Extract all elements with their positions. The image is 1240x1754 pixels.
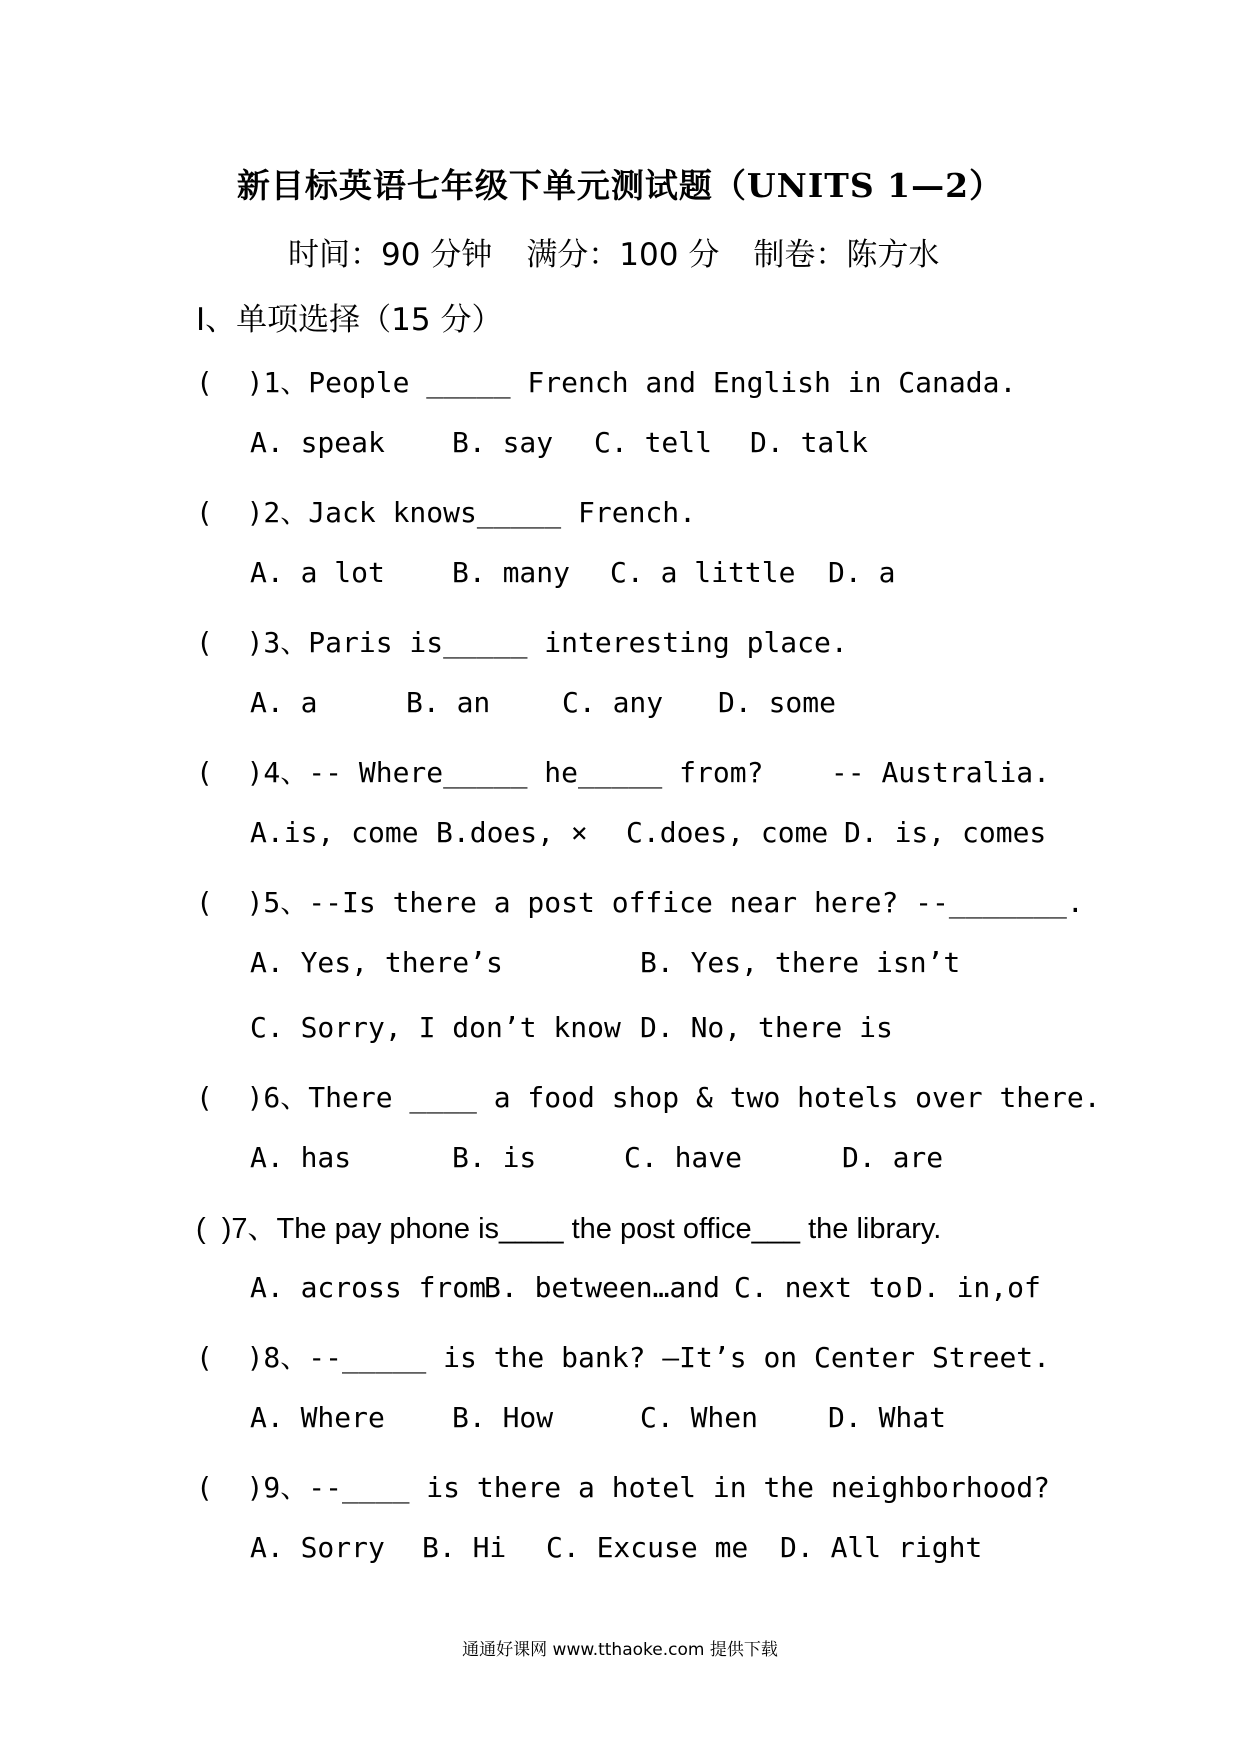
q1-option-b: B. say: [452, 426, 554, 459]
question-1: ( )1、People _____ French and English in Canada.: [196, 366, 1017, 399]
q3-option-c: C. any: [562, 686, 664, 719]
question-9: ( )9、--____ is there a hotel in the neighborhood?: [196, 1471, 1051, 1504]
q2-option-c: C. a little: [610, 556, 796, 589]
question-2: ( )2、Jack knows_____ French.: [196, 496, 697, 529]
q3-option-a: A. a: [250, 686, 318, 719]
q1-option-c: C. tell: [594, 426, 713, 459]
q3-option-b: B. an: [406, 686, 491, 719]
q7-option-d: D. in,of: [906, 1271, 1041, 1304]
exam-score: 满分：100 分: [526, 237, 720, 273]
q9-option-c: C. Excuse me: [546, 1531, 749, 1564]
q8-option-d: D. What: [828, 1401, 947, 1434]
q8-option-b: B. How: [452, 1401, 554, 1434]
question-3: ( )3、Paris is_____ interesting place.: [196, 626, 848, 659]
q6-option-d: D. are: [842, 1141, 944, 1174]
q9-option-a: A. Sorry: [250, 1531, 385, 1564]
question-7: ( )7、The pay phone is____ the post office___ the library.: [196, 1213, 942, 1245]
question-6: ( )6、There ____ a food shop & two hotels over there.: [196, 1081, 1101, 1114]
question-8: ( )8、--_____ is the bank? –It’s on Center Street.: [196, 1341, 1051, 1374]
q5-option-a: A. Yes, there’s: [250, 946, 503, 979]
q5-option-c: C. Sorry, I don’t know: [250, 1011, 621, 1044]
q4-option-a: A.is, come: [250, 816, 419, 849]
q2-option-a: A. a lot: [250, 556, 385, 589]
question-4: ( )4、-- Where_____ he_____ from? -- Australia.: [196, 756, 1051, 789]
q2-option-d: D. a: [828, 556, 896, 589]
question-5: ( )5、--Is there a post office near here? --_______.: [196, 886, 1084, 919]
q8-option-c: C. When: [640, 1401, 759, 1434]
q7-option-c: C. next to: [734, 1271, 903, 1304]
q4-option-b: B.does, ×: [436, 816, 588, 849]
q3-option-d: D. some: [718, 686, 837, 719]
q2-option-b: B. many: [452, 556, 571, 589]
q7-option-b: B. between…and: [484, 1271, 721, 1304]
page-footer: 通通好课网 www.tthaoke.com 提供下载: [462, 1640, 778, 1660]
exam-title: 新目标英语七年级下单元测试题（UNITS 1—2）: [236, 166, 1004, 205]
q5-option-b: B. Yes, there isn’t: [640, 946, 961, 979]
q9-option-b: B. Hi: [422, 1531, 507, 1564]
q6-option-a: A. has: [250, 1141, 352, 1174]
q1-option-a: A. speak: [250, 426, 385, 459]
q4-option-d: D. is, comes: [844, 816, 1047, 849]
q8-option-a: A. Where: [250, 1401, 385, 1434]
q5-option-d: D. No, there is: [640, 1011, 893, 1044]
exam-time: 时间：90 分钟: [288, 237, 493, 273]
q6-option-b: B. is: [452, 1141, 537, 1174]
exam-meta: [288, 229, 939, 274]
q6-option-c: C. have: [624, 1141, 743, 1174]
q1-option-d: D. talk: [750, 426, 869, 459]
section-heading: Ⅰ、单项选择（15 分）: [196, 302, 503, 338]
q9-option-d: D. All right: [780, 1531, 983, 1564]
q4-option-c: C.does, come: [626, 816, 829, 849]
exam-author: 制卷：陈方水: [753, 237, 940, 273]
q7-option-a: A. across from: [250, 1271, 487, 1304]
